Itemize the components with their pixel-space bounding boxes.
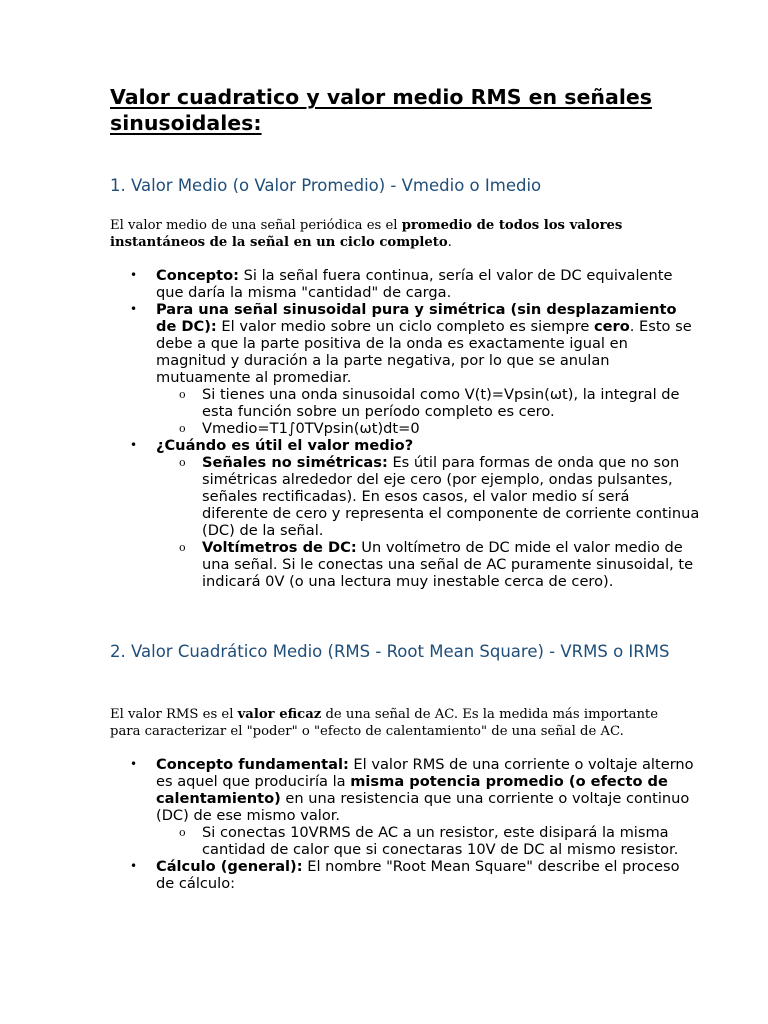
section-2-heading: 2. Valor Cuadrático Medio (RMS - Root Mean Square) - VRMS o IRMS (110, 642, 670, 661)
sub-item-bold: Voltímetros de DC: (202, 539, 357, 556)
section-2-intro (110, 706, 670, 740)
intro-text-end: . (447, 235, 452, 250)
item-bold: Concepto: (156, 267, 239, 284)
list-item-concepto-fundamental (0, 756, 700, 858)
item-text: El nombre "Root Mean Square" describe el proceso de cálculo: (156, 858, 680, 892)
item-bold: ¿Cuándo es útil el valor medio? (156, 437, 414, 454)
section-2-list (0, 756, 700, 892)
sub-item-text: Si tienes una onda sinusoidal como V(t)=Vpsin(ωt), la integral de esta función sobre un período completo es cero. (202, 386, 680, 420)
sub-list-item (156, 824, 700, 858)
item-text: El valor RMS de una corriente o voltaje alterno es aquel que produciría la (156, 756, 694, 790)
sub-item-text: Un voltímetro de DC mide el valor medio de una señal. Si le conectas una señal de AC puramente sinusoidal, te indicará 0V (o una lectura muy inestable cerca de cero). (202, 539, 694, 590)
page-title: Valor cuadratico y valor medio RMS en señales sinusoidales: (110, 85, 652, 135)
bullet-icon: • (130, 302, 138, 316)
sub-list (156, 386, 700, 437)
sub-list-item-no-simetricas (156, 454, 700, 539)
bullet-icon: • (130, 757, 138, 771)
bullet-icon: • (130, 438, 138, 452)
sub-item-text: Si conectas 10VRMS de AC a un resistor, este disipará la misma cantidad de calor que si conectaras 10V de DC al mismo resistor. (202, 824, 679, 858)
list-item-concepto (0, 267, 700, 301)
intro-bold: promedio de todos los valores instantáneos de la señal en un ciclo completo (110, 218, 623, 250)
bullet-icon: • (130, 268, 138, 282)
bullet-icon: • (130, 859, 138, 873)
list-item-calculo (0, 858, 700, 892)
sub-bullet-icon: o (179, 422, 186, 435)
intro-text: El valor RMS es el (110, 707, 238, 722)
intro-bold: valor eficaz (237, 707, 322, 722)
item-text-2: en una resistencia que una corriente o voltaje continuo (DC) de ese mismo valor. (156, 790, 690, 824)
list-item-cuando-util (0, 437, 700, 590)
item-text: El valor medio sobre un ciclo completo es siempre (216, 318, 594, 335)
item-text-2: . Esto se debe a que la parte positiva de la onda es exactamente igual en magnitud y duración a la parte negativa, por lo que se anulan mutuamente al promediar. (156, 318, 692, 386)
item-bold: Para una señal sinusoidal pura y simétrica (sin desplazamiento de DC): (156, 301, 677, 335)
intro-text: El valor medio de una señal periódica es el (110, 218, 402, 233)
item-bold-2: misma potencia promedio (o efecto de calentamiento) (156, 773, 668, 807)
item-bold: Concepto fundamental: (156, 756, 349, 773)
sub-list-item-voltimetros (156, 539, 700, 590)
sub-list (156, 824, 700, 858)
item-bold: Cálculo (general): (156, 858, 303, 875)
section-1-list (0, 267, 700, 590)
section-1-heading: 1. Valor Medio (o Valor Promedio) - Vmedio o Imedio (110, 176, 542, 195)
sub-list-item (156, 386, 700, 420)
list-item-senal-pura (0, 301, 700, 437)
sub-item-bold: Señales no simétricas: (202, 454, 388, 471)
sub-list-item-formula (156, 420, 700, 437)
section-1-intro (110, 217, 670, 251)
sub-bullet-icon: o (179, 388, 186, 401)
sub-bullet-icon: o (179, 456, 186, 469)
intro-text-end: de una señal de AC. Es la medida más importante para caracterizar el "poder" o "efecto de calentamiento" de una señal de AC. (110, 707, 659, 739)
sub-bullet-icon: o (179, 541, 186, 554)
sub-list (156, 454, 700, 590)
sub-item-text: Es útil para formas de onda que no son simétricas alrededor del eje cero (por ejemplo, ondas pulsantes, señales rectificadas). En esos casos, el valor medio sí será diferente de cero y representa el componente de corriente continua (DC) de la señal. (202, 454, 700, 539)
item-text: Si la señal fuera continua, sería el valor de DC equivalente que daría la misma "cantidad" de carga. (156, 267, 673, 301)
formula-text: Vmedio=T1∫0TVpsin(ωt)dt=0 (202, 420, 420, 437)
sub-bullet-icon: o (179, 826, 186, 839)
item-bold-2: cero (593, 318, 630, 335)
